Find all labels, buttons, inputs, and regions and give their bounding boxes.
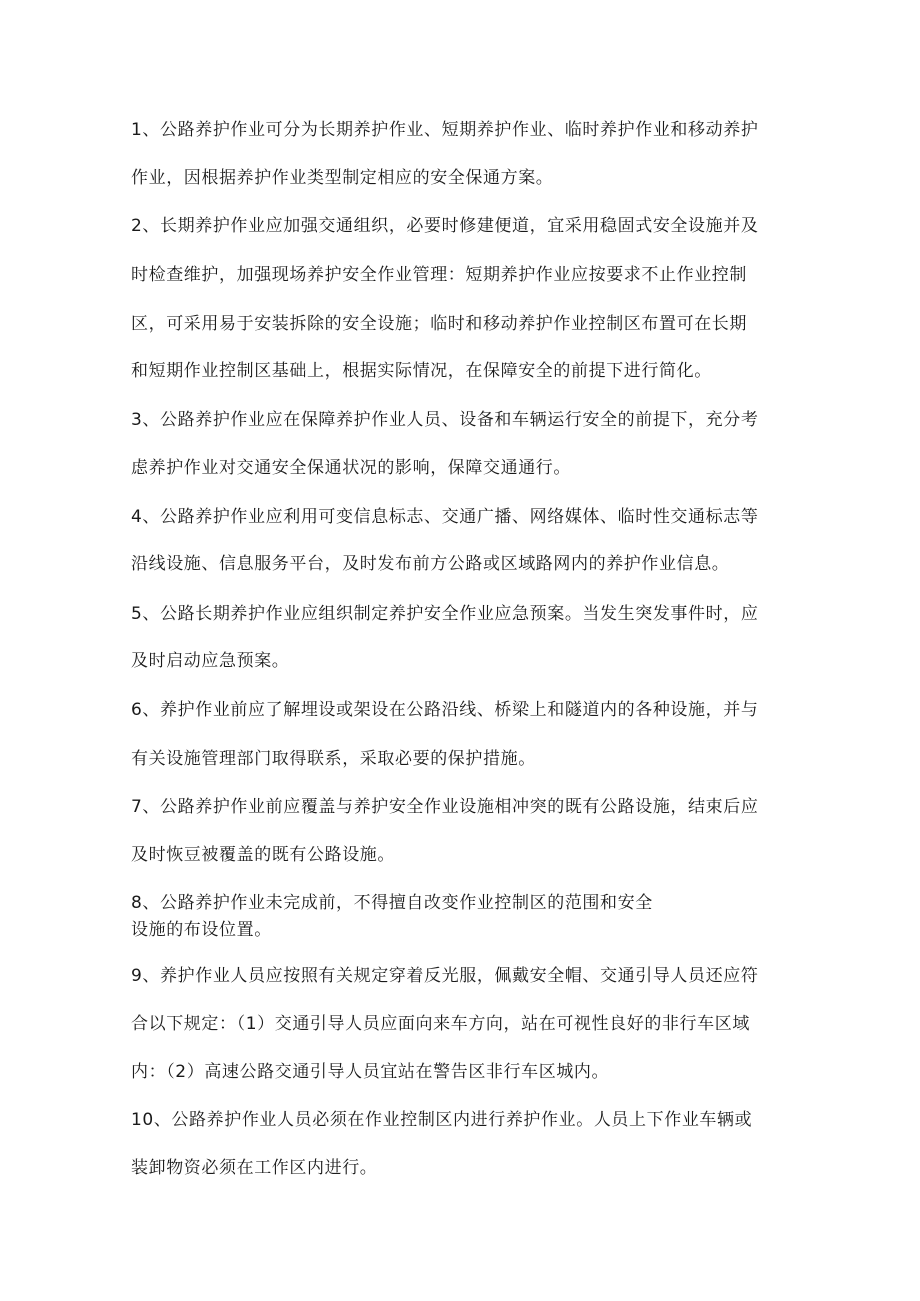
- text-line: 设施的布设位置。: [131, 920, 272, 940]
- text-line: 沿线设施、信息服务平台，及时发布前方公路或区域路网内的养护作业信息。: [131, 554, 730, 574]
- text-line: 时检查维护，加强现场养护安全作业管理：短期养护作业应按要求不止作业控制: [131, 265, 747, 285]
- text-line: 10、公路养护作业人员必须在作业控制区内进行养护作业。人员上下作业车辆或: [131, 1110, 753, 1130]
- text-line: 8、公路养护作业未完成前，不得擅自改变作业控制区的范围和安全: [131, 893, 653, 913]
- text-line: 和短期作业控制区基础上，根据实际情况，在保障安全的前提下进行简化。: [131, 361, 712, 381]
- text-line: 6、养护作业前应了解埋设或架设在公路沿线、桥梁上和隧道内的各种设施，并与: [131, 700, 759, 720]
- text-line: 及时恢豆被覆盖的既有公路设施。: [131, 845, 395, 865]
- text-line: 有关设施管理部门取得联系，采取必要的保护措施。: [131, 749, 536, 769]
- text-line: 及时启动应急预案。: [131, 651, 290, 671]
- text-line: 内：（2）高速公路交通引导人员宜站在警告区非行车区城内。: [131, 1062, 610, 1082]
- text-line: 3、公路养护作业应在保障养护作业人员、设备和车辆运行安全的前提下，充分考: [131, 410, 759, 430]
- text-line: 装卸物资必须在工作区内进行。: [131, 1158, 378, 1178]
- text-line: 合以下规定：（1）交通引导人员应面向来车方向，站在可视性良好的非行车区域: [131, 1014, 750, 1034]
- text-line: 5、公路长期养护作业应组织制定养护安全作业应急预案。当发生突发事件时，应: [131, 604, 759, 624]
- text-line: 7、公路养护作业前应覆盖与养护安全作业设施相冲突的既有公路设施，结束后应: [131, 797, 759, 817]
- text-line: 2、长期养护作业应加强交通组织，必要时修建便道，宜采用稳固式安全设施并及: [131, 216, 759, 236]
- text-line: 虑养护作业对交通安全保通状况的影响，保障交通通行。: [131, 458, 571, 478]
- text-line: 区，可采用易于安装拆除的安全设施；临时和移动养护作业控制区布置可在长期: [131, 314, 747, 334]
- text-line: 4、公路养护作业应利用可变信息标志、交通广播、网络媒体、临时性交通标志等: [131, 507, 759, 527]
- text-line: 1、公路养护作业可分为长期养护作业、短期养护作业、临时养护作业和移动养护: [131, 120, 759, 140]
- text-line: 9、养护作业人员应按照有关规定穿着反光服，佩戴安全帽、交通引导人员还应符: [131, 966, 759, 986]
- text-line: 作业，因根据养护作业类型制定相应的安全保通方案。: [131, 168, 554, 188]
